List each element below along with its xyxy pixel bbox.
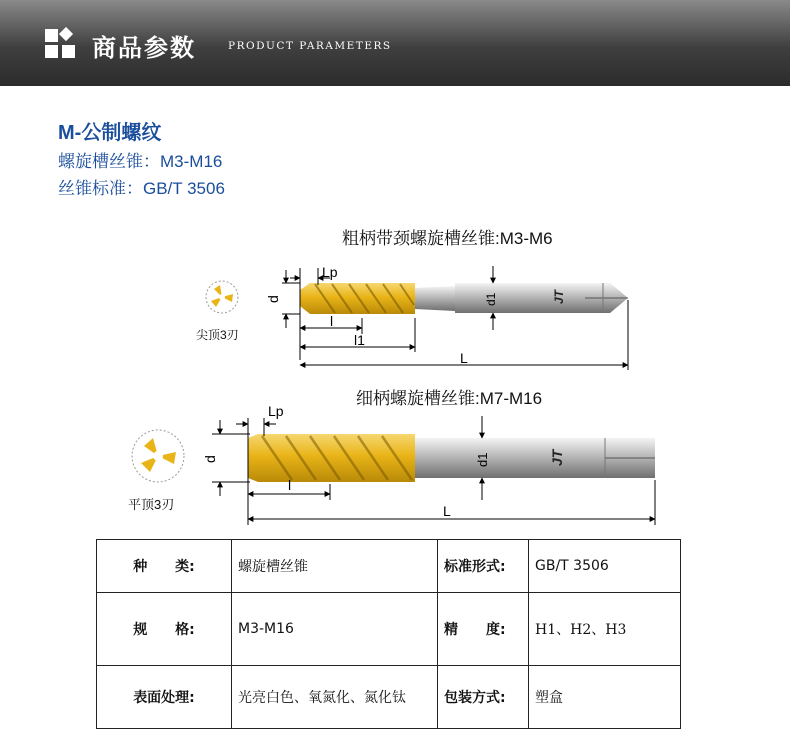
table-value: GB/T 3506 xyxy=(529,540,681,593)
table-label: 包装方式: xyxy=(438,666,529,729)
table-label: 表面处理: xyxy=(97,666,232,729)
diagram1-caption: 尖顶3刃 xyxy=(196,328,239,342)
diagram2-title: 细柄螺旋槽丝锥:M7-M16 xyxy=(356,389,543,408)
diagram2-end-view xyxy=(132,430,184,482)
table-value: 螺旋槽丝锥 xyxy=(232,540,438,593)
diagram2-label-d1: d1 xyxy=(475,452,490,467)
thread-type-heading: M-公制螺纹 xyxy=(58,122,162,144)
diagram2-tap xyxy=(248,434,655,482)
diagram2-label-l: l xyxy=(288,477,292,493)
diagram1-label-big-l: L xyxy=(460,350,468,366)
table-row xyxy=(97,540,681,593)
table-value: 光亮白色、氧氮化、氮化钛 xyxy=(232,666,438,729)
parameters-table xyxy=(96,539,681,729)
header-subtitle: PRODUCT PARAMETERS xyxy=(228,40,392,52)
tap-standard-line: 丝锥标准：GB/T 3506 xyxy=(58,179,225,198)
table-row xyxy=(97,666,681,729)
table-row xyxy=(97,593,681,666)
table-value: M3-M16 xyxy=(232,593,438,666)
tap-type-line: 螺旋槽丝锥：M3-M16 xyxy=(58,152,223,171)
diagram1-end-view xyxy=(206,281,238,313)
table-label: 种 类: xyxy=(97,540,232,593)
diagram2-label-d: d xyxy=(202,455,218,463)
diagram1-label-d1: d1 xyxy=(484,292,498,306)
table-label: 标准形式: xyxy=(438,540,529,593)
diagram2-brand-mark: JT xyxy=(549,449,565,466)
diagram1-label-l: l xyxy=(330,313,334,329)
table-value: H1、H2、H3 xyxy=(529,593,681,666)
diagram2-label-lp: Lp xyxy=(268,403,284,419)
table-label: 规 格: xyxy=(97,593,232,666)
table-label: 精 度: xyxy=(438,593,529,666)
table-value: 塑盒 xyxy=(529,666,681,729)
diagram1-label-d: d xyxy=(265,295,281,303)
diagram1-tap xyxy=(300,283,628,314)
diagram2-label-big-l: L xyxy=(443,503,451,519)
header-title: 商品参数 xyxy=(92,34,196,62)
diagram1-label-lp: Lp xyxy=(322,264,338,280)
diagram1-label-l1: l1 xyxy=(354,332,365,348)
diagram2-caption: 平顶3刃 xyxy=(128,497,175,512)
diagram1-brand-mark: JT xyxy=(552,289,566,304)
diagram1-dimension-lines xyxy=(282,266,628,370)
diagram1-title: 粗柄带颈螺旋槽丝锥:M3-M6 xyxy=(342,229,553,248)
